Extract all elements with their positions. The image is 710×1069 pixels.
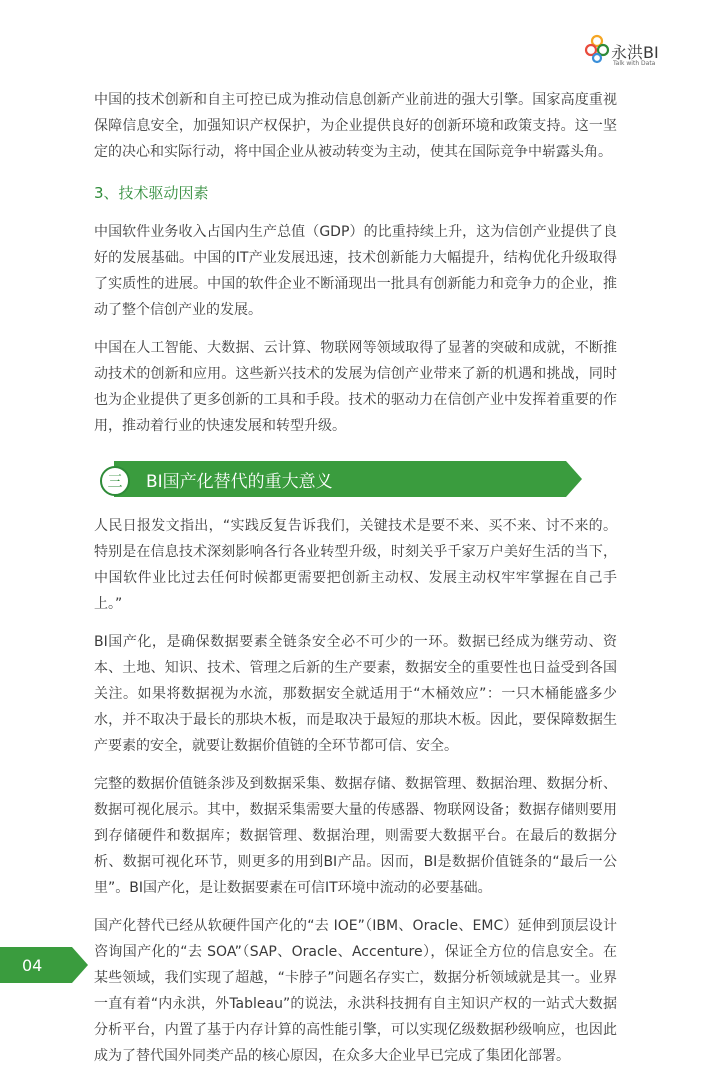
banner-title: BI国产化替代的重大意义 (146, 472, 333, 492)
paragraph: 国产化替代已经从软硬件国产化的“去 IOE”（IBM、Oracle、EMC）延伸到顶层设计咨询国产化的“去 SOA”（SAP、Oracle、Accenture），保证全方位的信息安全。在某些领域，我们实现了超越，“卡脖子”问题名存实亡，数据分析领域就是其一。业界一直有着“内永洪，外Tableau”的说法，永洪科技拥有自主知识产权的一站式大数据分析平台，内置了基于内存计算的高性能引擎，可以实现亿级数据秒级响应，也因此成为了替代国外同类产品的核心原因，在众多大企业早已完成了集团化部署。 (94, 918, 617, 1064)
logo-tagline: Talk with Data (613, 60, 656, 67)
paragraph: 完整的数据价值链条涉及到数据采集、数据存储、数据管理、数据治理、数据分析、数据可视化展示。其中，数据采集需要大量的传感器、物联网设备；数据存储则要用到存储硬件和数据库；数据管理、数据治理，则需要大数据平台。在最后的数据分析、数据可视化环节，则更多的用到BI产品。因而，BI是数据价值链条的“最后一公里”。BI国产化，是让数据要素在可信IT环境中流动的必要基础。 (94, 776, 617, 896)
banner-number-badge: 三 (100, 466, 130, 496)
page-number-tab (0, 947, 90, 983)
page-content (94, 87, 617, 1069)
paragraph: 中国在人工智能、大数据、云计算、物联网等领域取得了显著的突破和成就，不断推动技术的创新和应用。这些新兴技术的发展为信创产业带来了新的机遇和挑战，同时也为企业提供了更多创新的工具和手段。技术的驱动力在信创产业中发挥着重要的作用，推动着行业的快速发展和转型升级。 (94, 340, 617, 434)
brand-logo (583, 32, 693, 76)
paragraph: 中国的技术创新和自主可控已成为推动信息创新产业前进的强大引擎。国家高度重视保障信息安全，加强知识产权保护，为企业提供良好的创新环境和政策支持。这一坚定的决心和实际行动，将中国企业从被动转变为主动，使其在国际竞争中崭露头角。 (94, 92, 617, 160)
logo-rings-icon (583, 34, 611, 64)
section-heading: 3、技术驱动因素 (94, 184, 209, 202)
paragraph: 人民日报发文指出，“实践反复告诉我们，关键技术是要不来、买不来、讨不来的。特别是在信息技术深刻影响各行各业转型升级，时刻关乎千家万户美好生活的当下，中国软件业比过去任何时候都更需要把创新主动权、发展主动权牢牢掌握在自己手上。” (94, 518, 617, 612)
paragraph: 中国软件业务收入占国内生产总值（GDP）的比重持续上升，这为信创产业提供了良好的发展基础。中国的IT产业发展迅速，技术创新能力大幅提升，结构优化升级取得了实质性的进展。中国的软件企业不断涌现出一批具有创新能力和竞争力的企业，推动了整个信创产业的发展。 (94, 224, 617, 318)
section-banner (94, 459, 617, 499)
page-number: 04 (22, 956, 43, 975)
paragraph: BI国产化，是确保数据要素全链条安全必不可少的一环。数据已经成为继劳动、资本、土地、知识、技术、管理之后新的生产要素，数据安全的重要性也日益受到各国关注。如果将数据视为水流，那数据安全就适用于“木桶效应”：一只木桶能盛多少水，并不取决于最长的那块木板，而是取决于最短的那块木板。因此，要保障数据生产要素的安全，就要让数据价值链的全环节都可信、安全。 (94, 634, 617, 754)
logo-wordmark: 永洪BI (611, 43, 659, 62)
